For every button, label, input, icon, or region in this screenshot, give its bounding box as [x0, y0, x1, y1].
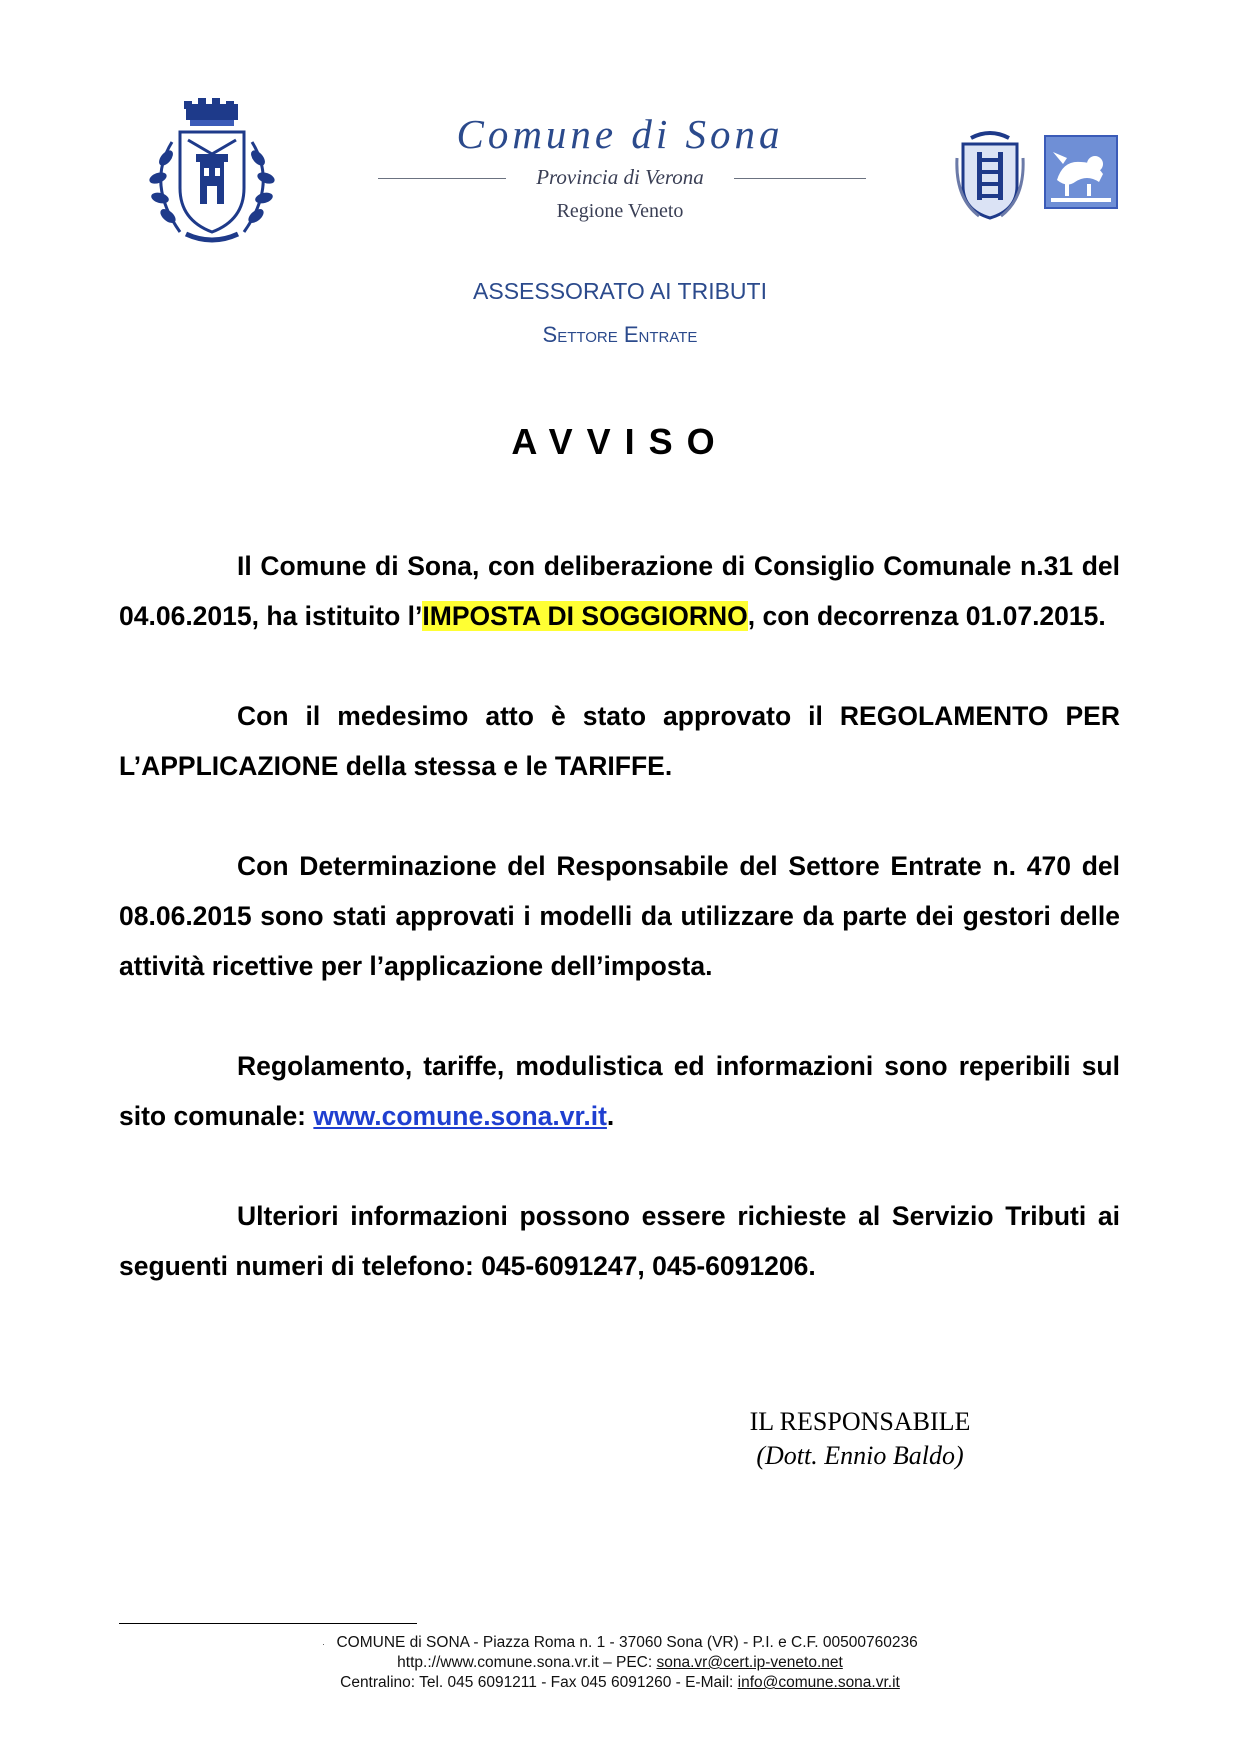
footer-rule [119, 1623, 417, 1624]
paragraph-website: Regolamento, tariffe, modulistica ed informazioni sono reperibili sul sito comunale: www.comune.sona.vr.it. [119, 1051, 1120, 1131]
footer-address: . COMUNE di SONA - Piazza Roma n. 1 - 37060 Sona (VR) - P.I. e C.F. 00500760236 [322, 1634, 918, 1652]
sector-name: Settore Entrate [542, 322, 698, 347]
signature-name: (Dott. Ennio Baldo) [756, 1441, 964, 1470]
tax-name-highlight: IMPOSTA DI SOGGIORNO [422, 601, 748, 631]
region-name: Regione Veneto [556, 200, 684, 222]
footer-contacts: Centralino: Tel. 045 6091211 - Fax 045 6091260 - E-Mail: info@comune.sona.vr.it [340, 1674, 900, 1692]
letterhead-rule-left [378, 178, 506, 179]
website-link[interactable]: www.comune.sona.vr.it [313, 1101, 607, 1131]
letterhead-rule-right [734, 178, 866, 179]
region-lion-flag-icon [1043, 134, 1119, 210]
org-name: Comune di Sona [456, 111, 784, 157]
paragraph-determination: Con Determinazione del Responsabile del Settore Entrate n. 470 del 08.06.2015 sono stati approvati i modelli da utilizzare da parte dei gestori delle attività ricettive per l’applicazione dell’imposta. [119, 851, 1120, 981]
footer-web: http.://www.comune.sona.vr.it – PEC: sona.vr@cert.ip-veneto.net [397, 1654, 843, 1672]
municipal-crest-icon [136, 98, 288, 248]
info-email-link[interactable]: info@comune.sona.vr.it [737, 1674, 900, 1692]
paragraph-regulation: Con il medesimo atto è stato approvato il REGOLAMENTO PER L’APPLICAZIONE della stessa e le TARIFFE. [119, 701, 1120, 781]
footer [200, 1633, 1040, 1693]
department-name: ASSESSORATO AI TRIBUTI [473, 278, 767, 304]
province-crest-icon [955, 128, 1025, 220]
notice-title: AVVISO [511, 421, 729, 462]
paragraph-contacts: Ulteriori informazioni possono essere richieste al Servizio Tributi ai seguenti numeri di telefono: 045-6091247, 045-6091206. [119, 1201, 1120, 1281]
pec-email-link[interactable]: sona.vr@cert.ip-veneto.net [656, 1654, 843, 1672]
province-name: Provincia di Verona [536, 165, 704, 189]
notice-body [119, 541, 1120, 1341]
paragraph-tax-introduction: Il Comune di Sona, con deliberazione di Consiglio Comunale n.31 del 04.06.2015, ha istituito l’IMPOSTA DI SOGGIORNO, con decorrenza 01.07.2015. [119, 551, 1120, 631]
signature-role: IL RESPONSABILE [749, 1407, 971, 1436]
